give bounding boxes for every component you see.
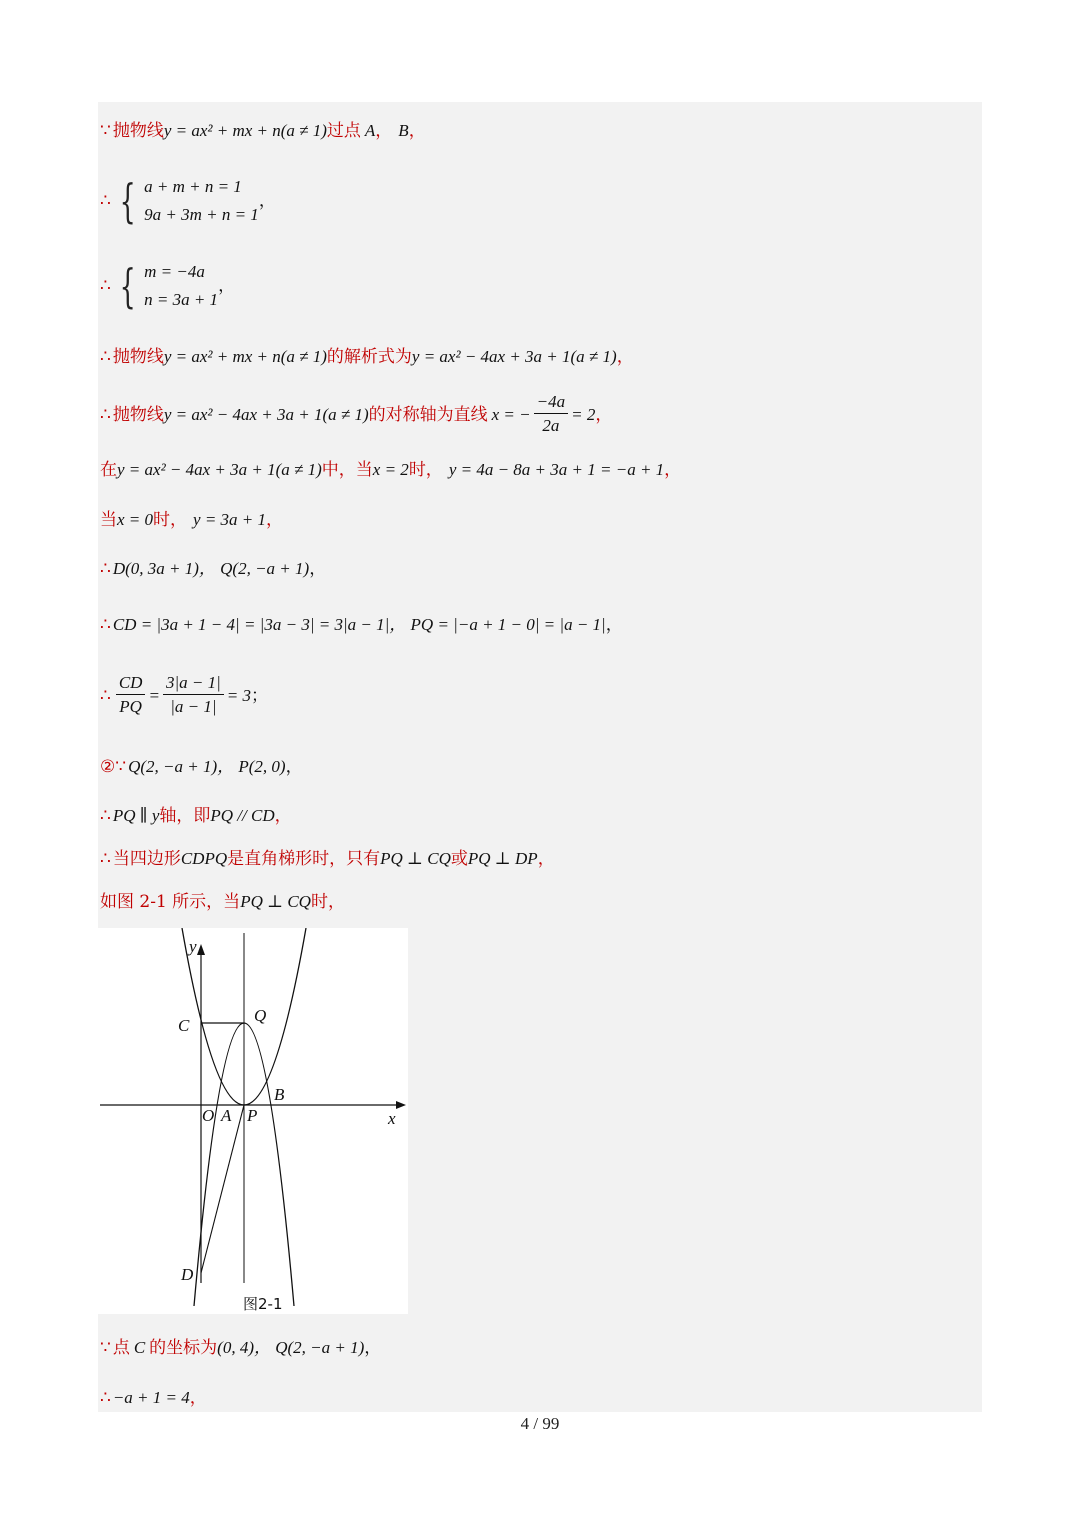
numerator: −4a [534, 391, 568, 414]
therefore-symbol: ∴ [100, 685, 111, 706]
segment-dp [201, 1105, 244, 1273]
text: 是直角梯形时，只有 [227, 849, 381, 869]
therefore-symbol: ∴ [100, 347, 111, 367]
therefore-symbol: ∴ [100, 276, 111, 296]
math: PQ ⊥ DP [467, 849, 538, 868]
numerator: CD [116, 672, 146, 695]
math: x = − [491, 404, 531, 424]
parabola-diagram [98, 928, 408, 1314]
math: y = ax² − 4ax + 3a + 1(a ≠ 1) [411, 347, 617, 366]
therefore-symbol: ∴ [100, 806, 111, 826]
text: 抛物线 [112, 121, 164, 141]
text: ， [274, 806, 292, 826]
line-5 [100, 391, 612, 438]
text: 抛物线 [112, 347, 164, 367]
math: PQ ∥ y [112, 806, 160, 825]
text: ， [616, 347, 634, 367]
text: 当四边形 [112, 849, 181, 869]
text: 的坐标为 [149, 1338, 218, 1358]
equation-row: m = −4a [144, 262, 205, 281]
math: = 3 [226, 685, 251, 705]
line-7 [100, 509, 283, 531]
line-6 [100, 459, 681, 481]
therefore-symbol: ∴ [100, 404, 111, 425]
punct: ， [309, 559, 327, 579]
math: y = ax² + mx + n(a ≠ 1) [163, 347, 327, 366]
line-9 [100, 614, 623, 636]
label-a: A [221, 1106, 232, 1125]
text: 中，当 [321, 460, 373, 480]
brace-icon: { [119, 174, 136, 228]
math: x = 2 [372, 460, 409, 479]
line-12 [100, 805, 292, 827]
fraction [163, 672, 224, 719]
math: D(0, 3a + 1)， Q(2, −a + 1) [112, 559, 310, 578]
equation-row: 9a + 3m + n = 1 [144, 205, 259, 224]
text: 在 [100, 460, 117, 480]
text: ， [408, 121, 426, 141]
text: 过点 [326, 121, 361, 141]
fraction [116, 672, 146, 719]
math: −a + 1 = 4 [112, 1388, 190, 1407]
numerator: 3|a − 1| [163, 672, 224, 695]
math: PQ ⊥ CQ [380, 849, 451, 868]
fraction [534, 391, 568, 438]
text: 的解析式为 [326, 347, 412, 367]
label-q: Q [254, 1006, 267, 1025]
figure-2-1 [98, 928, 408, 1314]
therefore-symbol: ∴ [100, 559, 111, 579]
line-3 [100, 258, 235, 314]
math: y = 3a + 1 [193, 510, 267, 529]
x-axis-arrow-icon [396, 1101, 406, 1109]
punct: ； [251, 685, 268, 706]
text: 时， [153, 510, 188, 530]
page-number: 4 / 99 [520, 1414, 560, 1433]
punct: ， [605, 615, 623, 635]
math: x = 0 [117, 510, 154, 529]
math: (0, 4)， Q(2, −a + 1) [217, 1338, 365, 1357]
math: PQ ⊥ CQ [240, 892, 311, 911]
label-o: O [202, 1106, 215, 1125]
therefore-symbol: ∴ [100, 191, 111, 211]
text: ， [375, 121, 393, 141]
label-c: C [178, 1016, 190, 1035]
punct: ， [258, 191, 276, 211]
line-4 [100, 346, 634, 368]
text: 的对称轴为直线 [368, 404, 488, 425]
text: 抛物线 [112, 404, 164, 425]
equation-row: n = 3a + 1 [144, 290, 219, 309]
math: = 2 [571, 404, 596, 424]
label-x: x [388, 1109, 396, 1128]
text: 轴，即 [159, 806, 211, 826]
because-symbol: ②∵ [100, 757, 127, 777]
text: 点 [112, 1338, 130, 1358]
math: y = ax² − 4ax + 3a + 1(a ≠ 1) [163, 404, 369, 424]
math: y = ax² − 4ax + 3a + 1(a ≠ 1) [117, 460, 322, 479]
equation-system [113, 173, 259, 229]
label-p: P [247, 1106, 258, 1125]
brace-icon: { [119, 259, 136, 313]
line-15 [100, 1337, 381, 1359]
punct: ， [364, 1338, 382, 1358]
math: C [133, 1338, 146, 1357]
because-symbol: ∵ [100, 1338, 111, 1358]
math: CDPQ [180, 849, 228, 868]
text: ， [537, 849, 555, 869]
text: ， [595, 404, 613, 425]
label-y: y [189, 937, 197, 956]
text: ， [266, 510, 284, 530]
denominator: PQ [119, 697, 142, 716]
label-d: D [181, 1265, 194, 1284]
because-symbol: ∵ [100, 121, 111, 141]
therefore-symbol: ∴ [100, 849, 111, 869]
denominator: 2a [542, 416, 560, 435]
equation-system [113, 258, 218, 314]
line-2 [100, 173, 276, 229]
denominator: |a − 1| [170, 697, 217, 716]
text: 或 [450, 849, 468, 869]
equation-row: a + m + n = 1 [144, 177, 242, 196]
text: 时， [408, 460, 443, 480]
math: PQ // CD [210, 806, 275, 825]
text: ， [189, 1388, 207, 1408]
math: A [364, 121, 376, 140]
therefore-symbol: ∴ [100, 1388, 111, 1408]
math: = [148, 685, 160, 705]
line-11 [100, 756, 303, 778]
text: 如图 2-1 所示，当 [100, 892, 241, 912]
math: CD = |3a + 1 − 4| = |3a − 3| = 3|a − 1|， PQ = |−a + 1 − 0| = |a − 1| [112, 615, 606, 634]
punct: ， [218, 276, 236, 296]
therefore-symbol: ∴ [100, 615, 111, 635]
line-10 [100, 672, 268, 719]
math: Q(2, −a + 1)， P(2, 0) [128, 757, 286, 776]
line-8 [100, 558, 326, 580]
figure-caption: 图2-1 [243, 1295, 283, 1313]
line-14 [100, 891, 345, 913]
math: B [398, 121, 409, 140]
text: 时， [310, 892, 345, 912]
line-16 [100, 1387, 207, 1409]
punct: ， [285, 757, 303, 777]
math: y = ax² + mx + n(a ≠ 1) [163, 121, 327, 140]
y-axis-arrow-icon [197, 944, 205, 955]
line-1 [100, 120, 426, 142]
line-13 [100, 848, 555, 870]
text: 当 [100, 510, 117, 530]
text: ， [664, 460, 682, 480]
math: y = 4a − 8a + 3a + 1 = −a + 1 [448, 460, 665, 479]
label-b: B [274, 1085, 285, 1104]
